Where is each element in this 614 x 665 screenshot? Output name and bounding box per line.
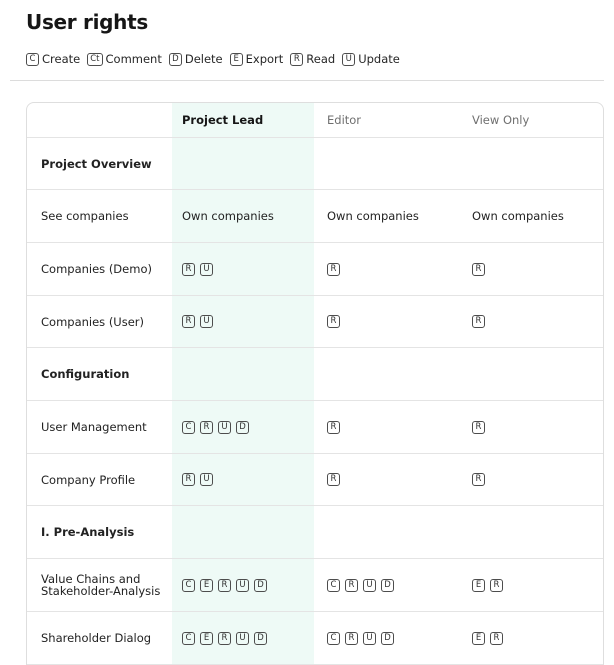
- permission-badges: [182, 473, 218, 486]
- permission-badge: U: [363, 632, 376, 645]
- permission-cell: [182, 454, 312, 505]
- row-label: Companies (User): [41, 314, 145, 329]
- permission-cell: [327, 454, 467, 505]
- legend-badge: C: [26, 53, 39, 66]
- section-title: Configuration: [41, 367, 130, 381]
- legend-item: [342, 52, 400, 66]
- page-title: User rights: [26, 10, 148, 34]
- permission-badges: [472, 473, 490, 486]
- permission-badges: [472, 263, 490, 276]
- permission-badge: C: [182, 632, 195, 645]
- permission-badge: R: [472, 421, 485, 434]
- permission-cell: [327, 296, 467, 347]
- permission-badge: R: [218, 579, 231, 592]
- permission-value: Own companies: [182, 209, 274, 223]
- permission-cell: [327, 243, 467, 295]
- table-row: [27, 454, 603, 506]
- section-title: I. Pre-Analysis: [41, 525, 135, 539]
- legend-item: [26, 52, 80, 66]
- permission-badges: [327, 632, 399, 645]
- permission-badge: E: [472, 632, 485, 645]
- permission-badges: [472, 421, 490, 434]
- permission-value: Own companies: [472, 209, 564, 223]
- permission-badge: U: [200, 315, 213, 328]
- permission-badges: [327, 579, 399, 592]
- row-label-line: Stakeholder-Analysis: [41, 584, 161, 598]
- permission-cell: [327, 559, 467, 611]
- permission-badge: D: [236, 421, 249, 434]
- permission-badge: E: [200, 579, 213, 592]
- legend-item: [87, 52, 162, 66]
- legend-label: Delete: [184, 52, 223, 66]
- permission-badges: [327, 315, 345, 328]
- permission-cell: [182, 296, 312, 347]
- permission-badge: R: [327, 473, 340, 486]
- legend-label: Export: [245, 52, 284, 66]
- table-row: [27, 612, 603, 665]
- column-header: View Only: [472, 113, 530, 127]
- permission-badge: R: [327, 421, 340, 434]
- row-label: Companies (Demo): [41, 262, 152, 276]
- permission-cell: [472, 612, 602, 664]
- permission-badges: [472, 579, 508, 592]
- permission-badges: [182, 579, 272, 592]
- row-label: [41, 559, 166, 611]
- permission-badges: [182, 315, 218, 328]
- permission-badges: [182, 263, 218, 276]
- permission-cell: [472, 454, 602, 505]
- permission-cell: [472, 296, 602, 347]
- permission-badge: C: [182, 579, 195, 592]
- permission-badge: D: [254, 579, 267, 592]
- permission-badge: E: [200, 632, 213, 645]
- table-row: [27, 296, 603, 348]
- permission-cell: [472, 559, 602, 611]
- column-header: Editor: [327, 113, 362, 127]
- permission-badges: [182, 421, 254, 434]
- legend-badge: R: [290, 53, 303, 66]
- legend-item: [290, 52, 335, 66]
- table-row: [27, 190, 603, 243]
- permission-cell: [327, 612, 467, 664]
- permission-badges: [472, 632, 508, 645]
- user-rights-table: [26, 102, 604, 665]
- permission-badge: D: [254, 632, 267, 645]
- section-row: [27, 506, 603, 559]
- permission-badge: D: [381, 579, 394, 592]
- permission-badge: U: [236, 632, 249, 645]
- permission-badge: E: [472, 579, 485, 592]
- permission-value: Own companies: [327, 209, 419, 223]
- table-row: [27, 243, 603, 296]
- permission-badges: [327, 473, 345, 486]
- permission-badge: R: [490, 632, 503, 645]
- legend-badge: U: [342, 53, 355, 66]
- row-label: Company Profile: [41, 472, 136, 487]
- permission-badge: R: [182, 263, 195, 276]
- row-label: User Management: [41, 420, 147, 434]
- legend-badge: E: [230, 53, 243, 66]
- permission-badge: R: [182, 473, 195, 486]
- permission-badge: U: [200, 473, 213, 486]
- permission-badge: R: [472, 315, 485, 328]
- permission-badge: R: [327, 263, 340, 276]
- legend-item: [169, 52, 223, 66]
- permission-cell: [182, 612, 312, 664]
- permission-cell: [182, 401, 312, 453]
- permission-badge: U: [200, 263, 213, 276]
- permission-badge: R: [345, 579, 358, 592]
- permission-cell: [182, 243, 312, 295]
- permission-badge: R: [182, 315, 195, 328]
- section-title: Project Overview: [41, 156, 152, 171]
- permission-badges: [327, 263, 345, 276]
- row-label: See companies: [41, 209, 129, 223]
- permission-badge: U: [236, 579, 249, 592]
- table-row: [27, 401, 603, 454]
- permission-badge: U: [363, 579, 376, 592]
- section-row: [27, 348, 603, 401]
- row-label-text: [41, 573, 160, 597]
- section-row: [27, 138, 603, 190]
- permission-badges: [472, 315, 490, 328]
- rights-legend: [26, 52, 407, 66]
- permission-badge: C: [182, 421, 195, 434]
- permission-badges: [327, 421, 345, 434]
- permission-badge: R: [200, 421, 213, 434]
- permission-cell: [182, 559, 312, 611]
- permission-cell: [472, 401, 602, 453]
- legend-label: Create: [42, 52, 81, 66]
- legend-label: Comment: [105, 52, 162, 66]
- legend-badge: D: [169, 53, 182, 66]
- permission-badges: [182, 632, 272, 645]
- permission-badge: R: [327, 315, 340, 328]
- permission-cell: [472, 243, 602, 295]
- permission-badge: U: [218, 421, 231, 434]
- permission-badge: R: [345, 632, 358, 645]
- permission-badge: R: [472, 263, 485, 276]
- permission-badge: C: [327, 579, 340, 592]
- row-label: Shareholder Dialog: [41, 631, 152, 645]
- legend-label: Update: [358, 52, 400, 66]
- legend-label: Read: [306, 52, 336, 66]
- table-row: [27, 559, 603, 612]
- permission-badge: R: [218, 632, 231, 645]
- row-label-line: Value Chains and: [41, 572, 141, 586]
- permission-badge: R: [472, 473, 485, 486]
- permission-cell: [327, 401, 467, 453]
- permission-badge: C: [327, 632, 340, 645]
- permission-badge: D: [381, 632, 394, 645]
- legend-item: [230, 52, 284, 66]
- legend-badge: Ct: [87, 53, 102, 66]
- column-header: Project Lead: [182, 113, 264, 127]
- header-divider: [10, 80, 604, 81]
- table-header-row: [27, 103, 603, 138]
- permission-badge: R: [490, 579, 503, 592]
